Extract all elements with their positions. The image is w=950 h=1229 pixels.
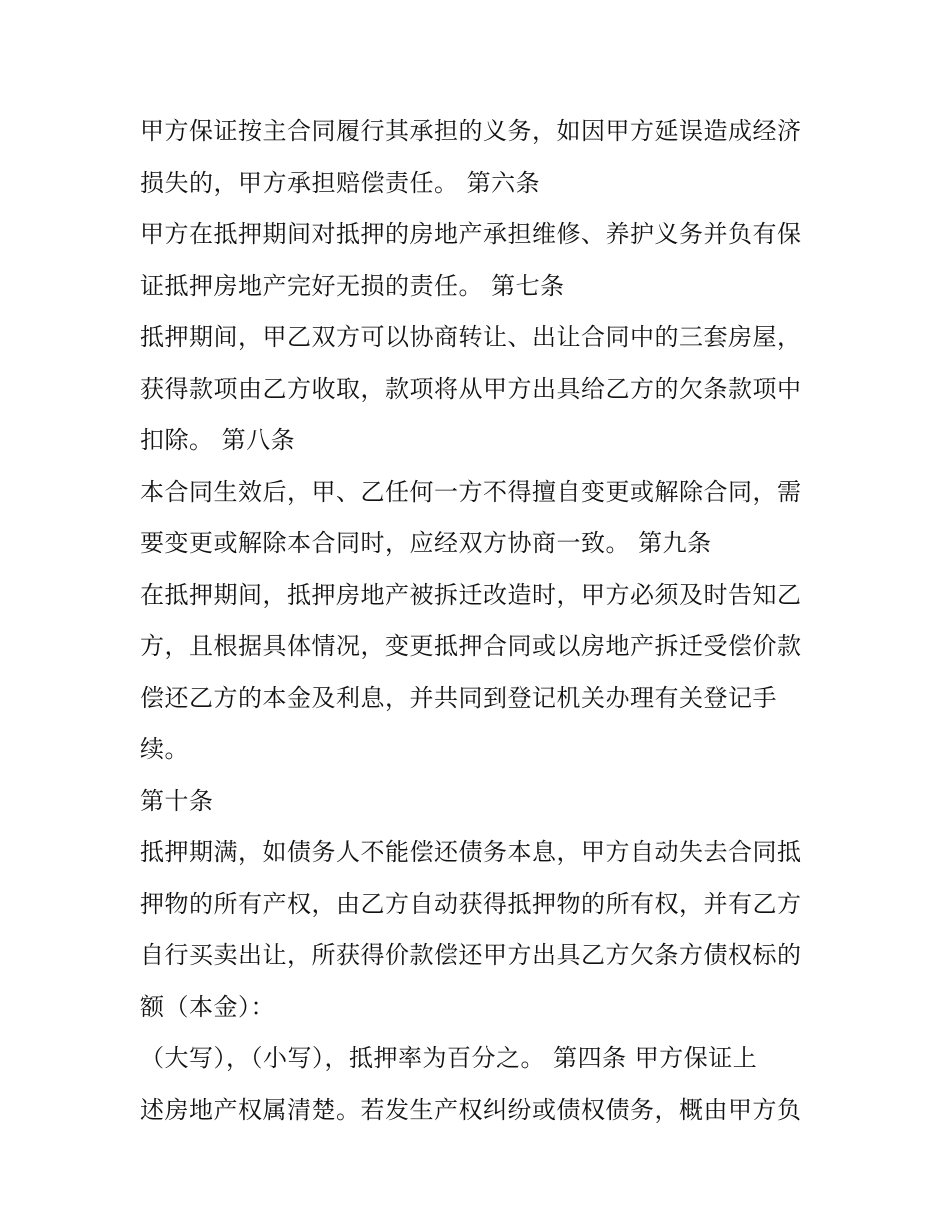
text-line: 本合同生效后，甲、乙任何一方不得擅自变更或解除合同，需 — [140, 477, 802, 506]
text-line: 要变更或解除本合同时，应经双方协商一致。 第九条 — [140, 529, 712, 557]
text-line: 方，且根据具体情况，变更抵押合同或以房地产拆迁受偿价款 — [140, 632, 802, 660]
text-line: 证抵押房地产完好无损的责任。 第七条 — [140, 271, 565, 300]
document-body — [140, 106, 820, 1136]
text-line: 损失的，甲方承担赔偿责任。 第六条 — [140, 168, 541, 197]
text-line: 偿还乙方的本金及利息，并共同到登记机关办理有关登记手 — [140, 683, 777, 712]
text-line: 述房地产权属清楚。若发生产权纠纷或债权债务，概由甲方负 — [140, 1095, 802, 1124]
text-line: 自行买卖出让，所获得价款偿还甲方出具乙方欠条方债权标的 — [140, 941, 802, 969]
text-line: 额（本金）： — [140, 992, 275, 1021]
text-line: 获得款项由乙方收取，款项将从甲方出具给乙方的欠条款项中 — [140, 374, 802, 403]
text-line: （大写），（小写），抵押率为百分之。 第四条 甲方保证上 — [140, 1044, 758, 1072]
text-line: 甲方在抵押期间对抵押的房地产承担维修、养护义务并负有保 — [140, 220, 802, 248]
text-line: 扣除。 第八条 — [140, 426, 296, 454]
text-line: 续。 — [140, 735, 189, 763]
text-line: 第十条 — [140, 786, 214, 815]
text-line: 在抵押期间，抵押房地产被拆迁改造时，甲方必须及时告知乙 — [140, 580, 802, 609]
text-line: 押物的所有产权，由乙方自动获得抵押物的所有权，并有乙方 — [140, 889, 802, 918]
text-line: 甲方保证按主合同履行其承担的义务，如因甲方延误造成经济 — [140, 117, 802, 145]
text-line: 抵押期间，甲乙双方可以协商转让、出让合同中的三套房屋， — [140, 323, 802, 351]
text-line: 抵押期满，如债务人不能偿还债务本息，甲方自动失去合同抵 — [140, 838, 802, 866]
